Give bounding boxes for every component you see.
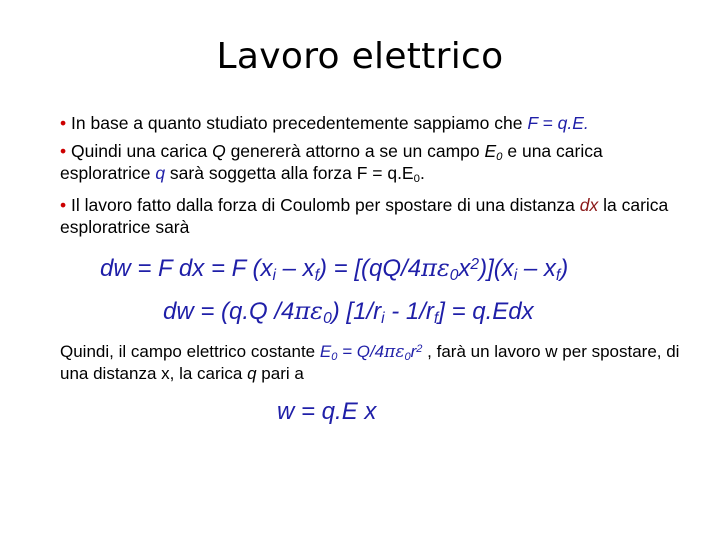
- eq1-d: x: [458, 255, 471, 282]
- eq1-sub-i: i: [272, 266, 276, 284]
- eq2-c: - 1/r: [384, 298, 434, 325]
- eq2-pi: π: [294, 297, 311, 325]
- p4-eqpart: = Q/4: [337, 342, 385, 361]
- eq1-sup-2: 2: [470, 255, 480, 273]
- p2-text-d-sub: 0: [413, 172, 420, 185]
- slide-title: Lavoro elettrico: [216, 36, 504, 77]
- p2-field-E-sub: 0: [496, 150, 503, 163]
- p3-dx: dx: [579, 195, 599, 215]
- paragraph-4: [60, 341, 690, 385]
- p4-text-b: , farà un lavoro w per spostare, di una distanza x, la carica: [60, 342, 680, 383]
- bullet-3: •: [60, 195, 67, 215]
- paragraph-3: [60, 194, 690, 238]
- p2-text-c: e una carica esploratrice: [60, 141, 603, 183]
- p2-charge-Q: Q: [212, 141, 226, 161]
- bullet-1: •: [60, 113, 67, 133]
- equation-2: [163, 297, 534, 326]
- eq1-pi: π: [421, 254, 437, 282]
- p4-text-c: pari a: [256, 364, 304, 383]
- eq2-d: ] = q.Edx: [438, 298, 534, 325]
- eq1-e: )](x: [479, 255, 514, 282]
- eq2-sub-0: 0: [323, 309, 332, 327]
- eq2-a: dw = (q.Q /4: [163, 298, 295, 325]
- p2-text-a: Quindi una carica: [71, 141, 213, 161]
- eq2-b: ) [1/r: [331, 298, 382, 325]
- p3-text-b: la carica esploratrice sarà: [60, 195, 669, 237]
- eq1-sub-f: f: [314, 266, 320, 284]
- eq1-c: ) = [(qQ/4: [319, 255, 422, 282]
- p4-pi: π: [384, 342, 396, 362]
- p3-text-a: Il lavoro fatto dalla forza di Coulomb per spostare di una distanza: [71, 195, 580, 215]
- eq2-sub-i: i: [381, 309, 385, 327]
- p4-text-a: Quindi, il campo elettrico costante: [60, 342, 320, 361]
- eq1-sub-f2: f: [555, 266, 561, 284]
- p2-text-d: sarà soggetta alla forza F = q.E: [165, 163, 414, 183]
- equation-1: [100, 254, 568, 283]
- eq1-sub-i2: i: [513, 266, 518, 284]
- p4-field-E: E: [319, 342, 332, 361]
- equation-3: w = q.E x: [277, 398, 377, 425]
- p2-field-E: E: [484, 141, 497, 161]
- p1-text: In base a quanto studiato precedentemente sappiamo che: [71, 113, 528, 133]
- p4-field-E-sub: 0: [331, 350, 338, 363]
- p2-text-b: genererà attorno a se un campo: [225, 141, 485, 161]
- p4-sub-0: 0: [404, 350, 411, 363]
- eq2-epsilon: ε: [310, 297, 324, 325]
- paragraph-2: [60, 140, 690, 184]
- p2-text-e: .: [419, 163, 425, 183]
- p4-charge-q: q: [247, 364, 257, 383]
- eq1-b: – x: [275, 255, 315, 282]
- p4-r: r: [410, 342, 417, 361]
- eq1-epsilon: ε: [436, 254, 450, 282]
- p4-sup-2: 2: [416, 343, 423, 356]
- eq1-f: – x: [517, 255, 556, 282]
- eq1-a: dw = F dx = F (x: [100, 255, 273, 282]
- bullet-2: •: [60, 141, 67, 161]
- p4-epsilon: ε: [395, 342, 405, 362]
- p2-charge-q: q: [155, 163, 166, 183]
- p1-formula: F = q.E.: [527, 113, 589, 133]
- paragraph-1: [60, 112, 690, 134]
- eq1-sub-0: 0: [449, 266, 459, 284]
- eq2-sub-f: f: [433, 309, 439, 327]
- eq1-g: ): [560, 255, 569, 282]
